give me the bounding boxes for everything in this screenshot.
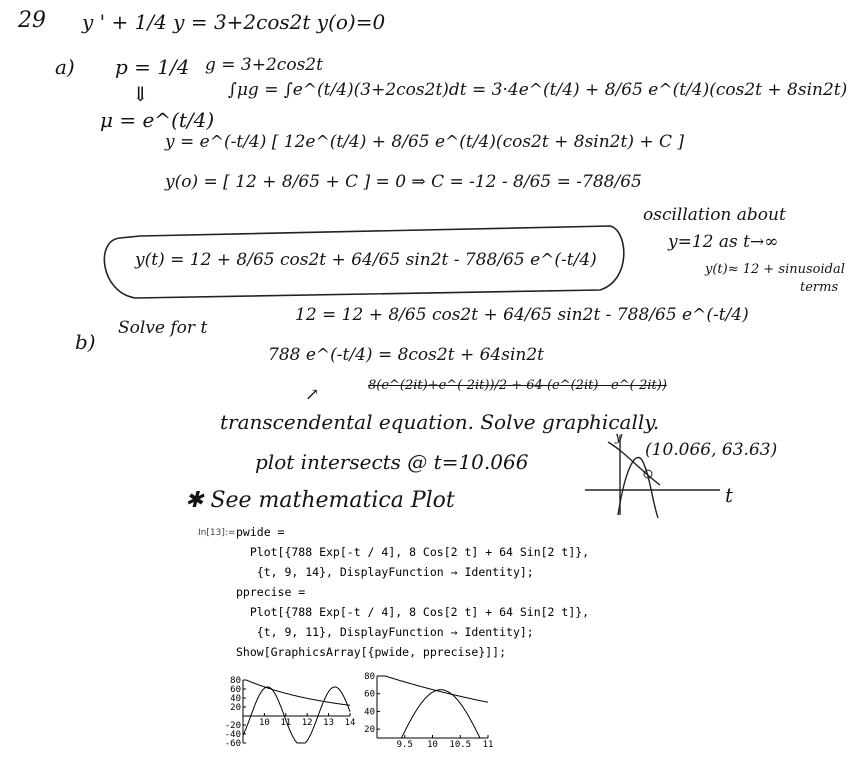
see-mathematica-text: See mathematica Plot	[210, 488, 455, 513]
y-tick-label: 80	[230, 676, 241, 686]
sketch-point-label: (10.066, 63.63)	[645, 440, 778, 460]
code-line-5: Plot[{788 Exp[-t / 4], 8 Cos[2 t] + 64 Sin[2 t]},	[236, 605, 590, 619]
x-tick-label: 10.5	[449, 740, 472, 750]
x-tick-label: 9.5	[396, 740, 413, 750]
code-line-7: Show[GraphicsArray[{pwide, pprecise}]];	[236, 645, 507, 659]
oscillation-note-2: y=12 as t→∞	[668, 232, 779, 252]
equation-b1: 12 = 12 + 8/65 cos2t + 64/65 sin2t - 788/65 e^(-t/4)	[295, 305, 749, 325]
g-definition: g = 3+2cos2t	[205, 55, 323, 75]
series-line-2	[243, 687, 350, 743]
plot-wide	[215, 675, 365, 755]
general-solution: y = e^(-t/4) [ 12e^(t/4) + 8/65 e^(t/4)(cos2t + 8sin2t) + C ]	[165, 132, 685, 152]
y-tick-label: 20	[364, 725, 375, 736]
series-line-1	[377, 676, 488, 702]
y-tick-label: 80	[364, 672, 375, 682]
oscillation-note-4: terms	[800, 280, 839, 295]
oscillation-note-1: oscillation about	[643, 205, 786, 225]
mu-definition: μ = e^(t/4)	[100, 108, 215, 132]
x-tick-label: 10	[258, 718, 270, 728]
x-tick-label: 12	[301, 718, 313, 728]
x-tick-label: 14	[344, 718, 356, 728]
initial-condition: y(o) = [ 12 + 8/65 + C ] = 0 ⇒ C = -12 - 8/65 = -788/65	[165, 172, 642, 192]
star-icon: ✱	[185, 488, 211, 513]
y-tick-label: -40	[224, 730, 241, 740]
y-tick-label: 20	[230, 703, 241, 713]
transcendental-note: transcendental equation. Solve graphically.	[220, 410, 660, 434]
down-arrow: ⇓	[132, 82, 149, 106]
equation-b2: 788 e^(-t/4) = 8cos2t + 64sin2t	[268, 345, 544, 365]
sketch-label-y: y	[615, 430, 623, 445]
x-tick-label: 10	[427, 740, 438, 750]
redirect-arrow: ↗	[305, 385, 320, 405]
p-definition: p = 1/4	[115, 55, 190, 79]
input-prompt: In[13]:=	[198, 528, 236, 538]
y-tick-label: 40	[364, 707, 375, 718]
code-line-4: pprecise =	[236, 585, 306, 599]
x-tick-label: 11	[482, 740, 494, 750]
y-tick-label: -20	[224, 721, 241, 731]
sketch-label-t: t	[725, 483, 734, 507]
solve-for-t: Solve for t	[118, 318, 208, 338]
series-line-1	[243, 680, 350, 705]
part-a-label: a)	[55, 55, 75, 79]
integral-expression: ∫μg = ∫e^(t/4)(3+2cos2t)dt = 3·4e^(t/4) + 8/65 e^(t/4)(cos2t + 8sin2t)	[228, 80, 848, 100]
x-tick-label: 11	[280, 718, 292, 728]
code-line-1: pwide =	[236, 525, 285, 539]
see-mathematica-note	[185, 488, 455, 513]
code-line-2: Plot[{788 Exp[-t / 4], 8 Cos[2 t] + 64 Sin[2 t]},	[236, 545, 590, 559]
series-line-2	[377, 690, 488, 738]
differential-equation: y ' + 1/4 y = 3+2cos2t y(o)=0	[82, 10, 386, 34]
particular-solution: y(t) = 12 + 8/65 cos2t + 64/65 sin2t - 788/65 e^(-t/4)	[135, 250, 597, 270]
code-line-6: {t, 9, 11}, DisplayFunction → Identity];	[236, 625, 534, 639]
part-b-label: b)	[75, 330, 96, 354]
intersection-note: plot intersects @ t=10.066	[255, 450, 529, 474]
oscillation-note-3: y(t)≈ 12 + sinusoidal	[705, 262, 845, 277]
code-line-3: {t, 9, 14}, DisplayFunction → Identity];	[236, 565, 534, 579]
y-tick-label: 60	[230, 685, 241, 695]
y-tick-label: -60	[224, 739, 241, 749]
y-tick-label: 40	[230, 694, 241, 704]
plot-precise	[355, 670, 495, 750]
y-tick-label: 60	[364, 689, 375, 700]
problem-number: 29	[18, 8, 46, 33]
struck-equation: 8(e^(2it)+e^(-2it))/2 + 64 (e^(2it) - e^(-2it))	[368, 378, 667, 393]
x-tick-label: 13	[323, 718, 335, 728]
